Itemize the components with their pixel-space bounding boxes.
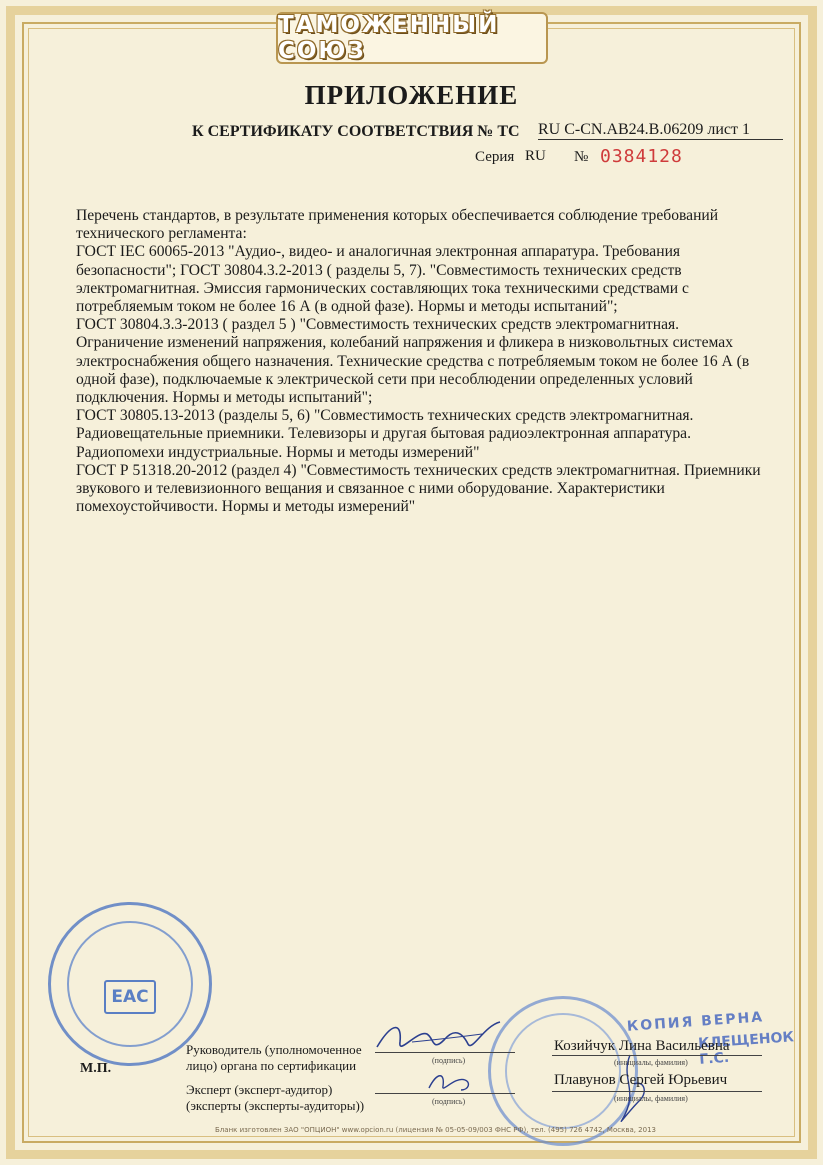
page-title: ПРИЛОЖЕНИЕ [304,80,519,110]
head-name: Козийчук Лина Васильевна [554,1038,730,1054]
number-sign: № [574,149,589,165]
eac-mark-icon: ЕАС [104,980,156,1014]
head-signature-caption: (подпись) [432,1056,466,1065]
expert-signature-1 [425,1068,475,1096]
expert-label-line-1: Эксперт (эксперт-аудитор) [186,1082,333,1097]
banner-text: ТАМОЖЕННЫЙ СОЮЗ [278,12,500,64]
standard-item: ГОСТ 30805.13-2013 (разделы 5, 6) "Совместимость технических средств электромагнитная. Радиовещательные приемники. Телевизоры и другая бытовая радиоэлектронная аппаратура. Радиопомехи индустриальные. Нормы и методы измерений" [76,407,694,461]
standards-intro: Перечень стандартов, в результате применения которых обеспечивается соблюдение требований технического регламента: [76,207,719,243]
expert-name-caption: (инициалы, фамилия) [614,1094,688,1103]
seal-place-label: М.П. [80,1061,112,1076]
blank-serial-number: 0384128 [600,146,683,167]
head-name-line [552,1055,762,1056]
series-value: RU [525,148,546,164]
head-signature [372,1012,507,1062]
expert-signature-caption: (подпись) [432,1097,466,1106]
expert-label-line-2: (эксперты (эксперты-аудиторы)) [186,1098,365,1113]
head-label [186,1042,362,1074]
standard-item: ГОСТ IEC 60065-2013 "Аудио-, видео- и аналогичная электронная аппаратура. Требования безопасности"; ГОСТ 30804.3.2-2013 ( разделы 5, 7). "Совместимость технических средств электромагнитная. Эмиссия гармонических составляющих тока техническими средствами с потребляемым током не более 16 А (в одной фазе). Нормы и методы испытаний"; [76,243,689,316]
expert-label [186,1082,364,1114]
expert-name: Плавунов Сергей Юрьевич [554,1072,728,1088]
standard-item: ГОСТ 30804.3.3-2013 ( раздел 5 ) "Совместимость технических средств электромагнитная. Ограничение изменений напряжения, колебаний напряжения и фликера в низковольтных системах электроснабжения общего назначения. Технические средства с потребляемым током не более 16 А (в одной фазе), подключаемые к электрической сети при несоблюдении определенных условий подключения. Нормы и методы испытаний"; [76,316,750,407]
head-signature-line [375,1052,515,1053]
head-name-caption: (инициалы, фамилия) [614,1058,688,1067]
certificate-prefix: К СЕРТИФИКАТУ СООТВЕТСТВИЯ № ТС [192,123,520,140]
copy-stamp-line-1: КОПИЯ ВЕРНА [626,1009,765,1035]
expert-name-line [552,1091,762,1092]
standards-list [76,207,766,516]
customs-union-banner [276,12,548,64]
series-label: Серия [475,149,515,165]
standard-item: ГОСТ Р 51318.20-2012 (раздел 4) "Совместимость технических средств электромагнитная. Приемники звукового и телевизионного вещания и связанное с ними оборудование. Характеристики помехоустойчивости. Нормы и методы измерений" [76,461,761,516]
head-label-line-2: лицо) органа по сертификации [186,1058,357,1073]
head-label-line-1: Руководитель (уполномоченное [186,1042,362,1057]
certificate-number: RU C-CN.AB24.B.06209 лист 1 [538,121,783,140]
copy-stamp-line-2: КЛЕЩЕНОК Г.С. [697,1029,795,1068]
printer-note: Бланк изготовлен ЗАО "ОПЦИОН" www.opcion.ru (лицензия № 05-05-09/003 ФНС РФ), тел. (495) 726 4742, Москва, 2013 [215,1126,656,1134]
expert-signature-line [375,1093,515,1094]
